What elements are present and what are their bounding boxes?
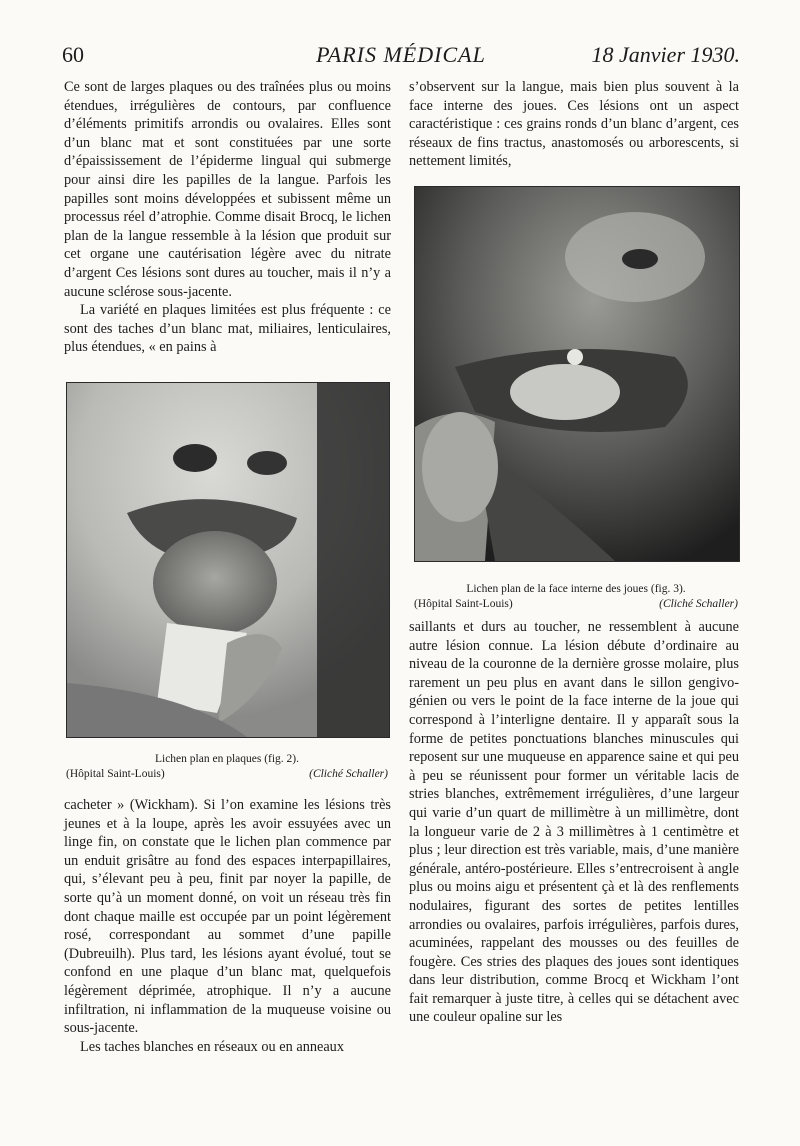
figure-2-photo [66, 382, 390, 738]
figure-3-credit: (Cliché Schaller) [659, 598, 738, 610]
paragraph: La variété en plaques limitées est plus fréquente : ce sont des taches d’un blanc mat, miliaires, lenticulaires, plus étendues, « en pains à [64, 302, 391, 356]
figure-3-location: (Hôpital Saint-Louis) [414, 598, 513, 610]
left-column-top [64, 78, 391, 357]
tongue-photo-image [67, 383, 389, 737]
page-header [62, 36, 740, 76]
paragraph: saillants et durs au toucher, ne ressemblent à aucune autre lésion connue. La lésion débute d’ordinaire au niveau de la couronne de la dernière grosse molaire, plus rarement un peu plus en avant dans le sillon gengivo-génien ou vers le point de la face interne de la joue qui correspond à l’interligne dentaire. Il y apparaît sous la forme de petites ponctuations blanches minuscules qui reposent sur une muqueuse en apparence saine et qui peu à peu se réunissent pour former un véritable lacis de stries blanches, extrêmement irrégulières, d’une largeur qui varie d’un quart de millimètre à un millimètre, dont la longueur varie de 2 à 3 millimètres à 1 centimètre et plus ; leur direction est très variable, mais, d’une manière générale, antéro-postérieure. Elles s’entrecroisent à angle plus ou moins aigu et présentent çà et là des renflements nodulaires, figurant des sortes de petites lentilles arrondies ou ovalaires, parfois irrégulières, parfois dures, acuminées, rappelant des mousses ou des feuilles de fougère. Ces stries des plaques des joues sont identiques dans leur distribution, comme Brocq et Wickham l’ont fait remarquer à juste titre, à celles qui se détachent avec une couleur opaline sur les [409, 619, 739, 1026]
paragraph: cacheter » (Wickham). Si l’on examine les lésions très jeunes et à la loupe, après les avoir essuyées avec un linge fin, on constate que le lichen plan commence par un enduit grisâtre au fond des espaces interpapillaires, qui, s’élevant peu à peu, finit par noyer la papille, de sorte qu’à un moment donné, on voit un réseau très fin dont chaque maille est occupée par un point légèrement rosé, correspondant au sommet d’une papille (Dubreuilh). Plus tard, les lésions ayant évolué, tout se confond en une plaque d’un blanc mat, quelquefois légèrement déprimée, atrophique. Il n’y a aucune infiltration, ni inflammation de la muqueuse voisine ou sous-jacente. [64, 797, 391, 1037]
figure-2-location: (Hôpital Saint-Louis) [66, 768, 165, 780]
right-column-top [409, 78, 739, 171]
figure-3-title: Lichen plan de la face interne des joues (fig. 3). [466, 583, 686, 595]
figure-2-caption [66, 752, 388, 782]
right-column-bottom [409, 618, 739, 1027]
figure-2-credit: (Cliché Schaller) [309, 768, 388, 780]
figure-3-caption [414, 582, 738, 612]
issue-date: 18 Janvier 1930. [591, 42, 740, 67]
paragraph: Ce sont de larges plaques ou des traînées plus ou moins étendues, irrégulières de contours, par confluence d’éléments primitifs arrondis ou ovalaires. Elles sont d’un blanc mat et sont constituées par une sorte d’épaississement de l’épiderme lingual qui submerge pour ainsi dire les papilles de la langue. Parfois les papilles sont moins développées et subissent même un processus réel d’atrophie. Comme disait Brocq, le lichen plan de la langue ressemble à la lésion que produit sur cet organe une cautérisation légère avec du nitrate d’argent Ces lésions sont dures au toucher, mais il n’y a aucune sclérose sous-jacente. [64, 79, 391, 300]
paragraph: s’observent sur la langue, mais bien plus souvent à la face interne des joues. Ces lésions ont un aspect caractéristique : ces grains ronds d’un blanc d’argent, ces réseaux de fins tractus, anastomosés ou arborescents, si nettement limités, [409, 79, 739, 170]
journal-title: PARIS MÉDICAL [316, 42, 486, 67]
cheek-photo-image [415, 187, 739, 561]
paragraph: Les taches blanches en réseaux ou en anneaux [80, 1038, 344, 1055]
left-column-bottom [64, 796, 391, 1056]
figure-3-photo [414, 186, 740, 562]
figure-2-title: Lichen plan en plaques (fig. 2). [154, 753, 300, 765]
page-number: 60 [62, 42, 84, 67]
